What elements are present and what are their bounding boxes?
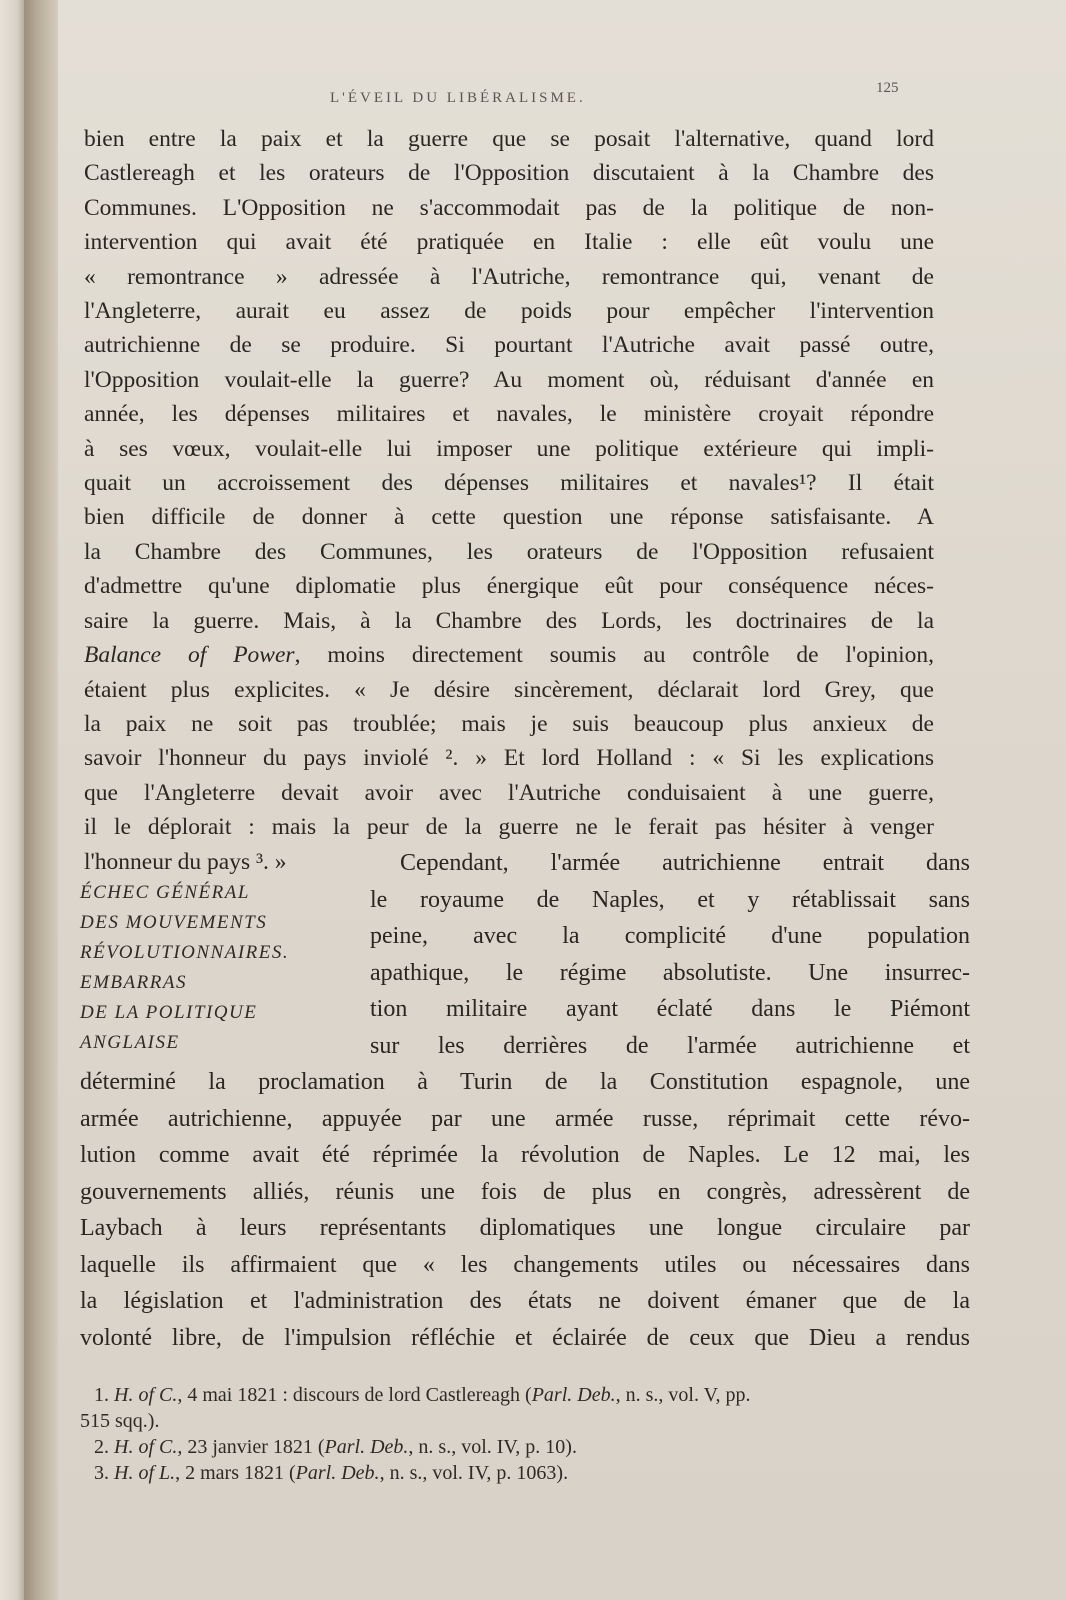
text-line: intervention qui avait été pratiquée en Italie : elle eût voulu une xyxy=(84,229,934,256)
text-line: étaient plus explicites. « Je désire sincèrement, déclarait lord Grey, que xyxy=(84,676,934,703)
text-line: savoir l'honneur du pays inviolé ². » Et lord Holland : « Si les explications xyxy=(84,745,934,772)
text-line: Castlereagh et les orateurs de l'Opposition discutaient à la Chambre des xyxy=(84,160,934,187)
facing-page-edge xyxy=(0,0,24,1600)
text-line: bien entre la paix et la guerre que se posait l'alternative, quand lord xyxy=(84,126,934,152)
footnote-1-continuation: 515 sqq.). xyxy=(80,1410,160,1432)
text-line: apathique, le régime absolutiste. Une insurrec- xyxy=(370,959,970,986)
text-line: gouvernements alliés, réunis une fois de plus en congrès, adressèrent de xyxy=(80,1178,970,1205)
text-line: autrichienne de se produire. Si pourtant l'Autriche avait passé outre, xyxy=(84,332,934,359)
text-line: sur les derrières de l'armée autrichienne et xyxy=(370,1032,970,1059)
page-number: 125 xyxy=(876,80,899,96)
text-line: que l'Angleterre devait avoir avec l'Autriche conduisaient à une guerre, xyxy=(84,779,934,806)
footnotes xyxy=(80,1382,985,1486)
text-line: année, les dépenses militaires et navales, le ministère croyait répondre xyxy=(84,401,934,428)
text-line: l'honneur du pays ³. » xyxy=(84,848,287,875)
text-line: lution comme avait été réprimée la révolution de Naples. Le 12 mai, les xyxy=(80,1142,970,1168)
italic-term: Balance of Power xyxy=(84,642,295,669)
text-line: la législation et l'administration des états ne doivent émaner que de la xyxy=(80,1288,970,1314)
text-line-with-italic: Balance of Power, moins directement soumis au contrôle de l'opinion, xyxy=(84,642,934,669)
paragraph-2 xyxy=(80,845,970,1356)
running-title: L'ÉVEIL DU LIBÉRALISME. xyxy=(330,90,586,106)
text-line: Cependant, l'armée autrichienne entrait dans xyxy=(400,850,970,876)
footnote-3: 3. H. of L., 2 mars 1821 (Parl. Deb., n. s., vol. IV, p. 1063). xyxy=(94,1462,569,1484)
text-line: Laybach à leurs représentants diplomatiques une longue circulaire par xyxy=(80,1215,970,1241)
text-line: bien difficile de donner à cette question une réponse satisfaisante. A xyxy=(84,504,934,531)
footnote-2: 2. H. of C., 23 janvier 1821 (Parl. Deb., n. s., vol. IV, p. 10). xyxy=(94,1436,577,1458)
sidenote-line: ÉCHEC GÉNÉRAL xyxy=(80,882,250,903)
text-line: « remontrance » adressée à l'Autriche, remontrance qui, venant de xyxy=(84,263,934,290)
text-line: l'Opposition voulait-elle la guerre? Au moment où, réduisant d'année en xyxy=(84,366,934,393)
text-line: peine, avec la complicité d'une population xyxy=(370,923,970,949)
text-line: la Chambre des Communes, les orateurs de l'Opposition refusaient xyxy=(84,538,934,565)
sidenote-line: DE LA POLITIQUE xyxy=(80,1002,258,1023)
text-line: l'Angleterre, aurait eu assez de poids pour empêcher l'intervention xyxy=(84,298,934,325)
paragraph-1 xyxy=(84,122,934,879)
sidenote-line: EMBARRAS xyxy=(80,972,187,993)
text-line: tion militaire ayant éclaté dans le Piémont xyxy=(370,996,970,1022)
text-line: armée autrichienne, appuyée par une armée russe, réprimait cette révo- xyxy=(80,1105,970,1132)
text-line: à ses vœux, voulait-elle lui imposer une politique extérieure qui impli- xyxy=(84,435,934,462)
text-line: d'admettre qu'une diplomatie plus énergique eût pour conséquence néces- xyxy=(84,573,934,600)
footnote-1: 1. H. of C., 4 mai 1821 : discours de lord Castlereagh (Parl. Deb., n. s., vol. V, pp. xyxy=(94,1384,751,1406)
text-line: saire la guerre. Mais, à la Chambre des Lords, les doctrinaires de la xyxy=(84,607,934,634)
text-line: quait un accroissement des dépenses militaires et navales¹? Il était xyxy=(84,470,934,497)
text-line: il le déplorait : mais la peur de la guerre ne le ferait pas hésiter à venger xyxy=(84,814,934,841)
book-gutter xyxy=(24,0,58,1600)
text-line: déterminé la proclamation à Turin de la Constitution espagnole, une xyxy=(80,1069,970,1095)
sidenote-line: ANGLAISE xyxy=(80,1032,180,1053)
text-line: la paix ne soit pas troublée; mais je suis beaucoup plus anxieux de xyxy=(84,710,934,737)
text-line: le royaume de Naples, et y rétablissait sans xyxy=(370,886,970,913)
sidenote-line: DES MOUVEMENTS xyxy=(80,912,268,933)
sidenote-line: RÉVOLUTIONNAIRES. xyxy=(80,942,290,963)
indented-block xyxy=(370,845,970,1064)
text-line: Communes. L'Opposition ne s'accommodait pas de la politique de non- xyxy=(84,194,934,221)
text-line: volonté libre, de l'impulsion réfléchie et éclairée de ceux que Dieu a rendus xyxy=(80,1324,970,1351)
text-line: laquelle ils affirmaient que « les changements utiles ou nécessaires dans xyxy=(80,1251,970,1278)
